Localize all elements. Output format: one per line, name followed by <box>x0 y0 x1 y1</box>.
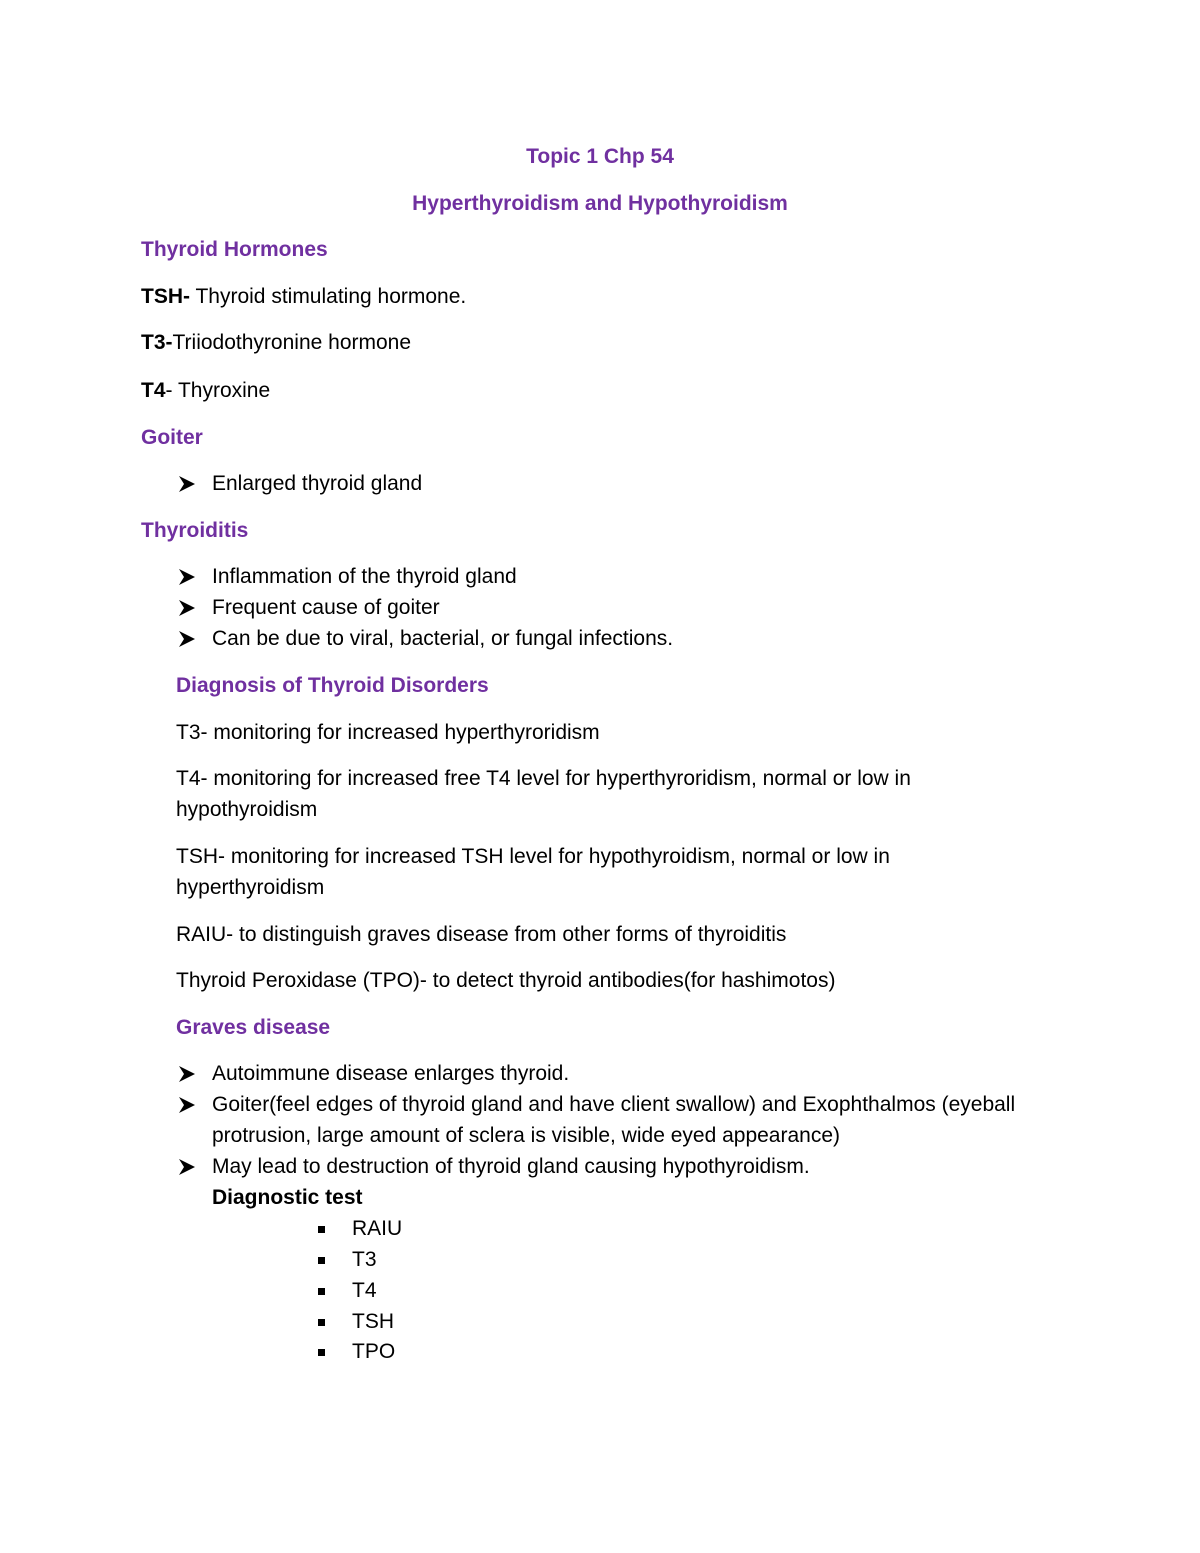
diagnosis-tsh-line1: TSH- monitoring for increased TSH level for hypothyroidism, normal or low in <box>176 845 890 868</box>
arrow-bullet-icon <box>177 567 197 587</box>
thyroiditis-item: Frequent cause of goiter <box>212 596 440 619</box>
diagnosis-tpo: Thyroid Peroxidase (TPO)- to detect thyroid antibodies(for hashimotos) <box>176 969 836 992</box>
diagnostic-test-item: TPO <box>352 1340 396 1363</box>
hormone-tsh-abbr: TSH- <box>141 285 190 308</box>
diagnosis-t3: T3- monitoring for increased hyperthyroridism <box>176 721 600 744</box>
graves-item-3: May lead to destruction of thyroid gland causing hypothyroidism. <box>212 1155 810 1178</box>
page-subtitle: Hyperthyroidism and Hypothyroidism <box>412 192 788 215</box>
graves-item-2-line2: protrusion, large amount of sclera is visible, wide eyed appearance) <box>212 1124 841 1147</box>
thyroiditis-item: Inflammation of the thyroid gland <box>212 565 517 588</box>
diagnostic-test-item: RAIU <box>352 1217 403 1240</box>
diagnosis-tsh-line2: hyperthyroidism <box>176 876 325 899</box>
diagnostic-test-item: T3 <box>352 1248 377 1271</box>
diagnosis-t4-line1: T4- monitoring for increased free T4 level for hyperthyroridism, normal or low in <box>176 767 911 790</box>
thyroid-hormones-heading: Thyroid Hormones <box>141 238 328 261</box>
diagnostic-test-item: TSH <box>352 1310 394 1333</box>
diagnostic-test-label: Diagnostic test <box>212 1186 363 1209</box>
arrow-bullet-icon <box>177 629 197 649</box>
thyroiditis-heading: Thyroiditis <box>141 519 249 542</box>
goiter-heading: Goiter <box>141 426 203 449</box>
arrow-bullet-icon <box>177 598 197 618</box>
arrow-bullet-icon <box>177 474 197 494</box>
square-bullet-icon <box>318 1257 325 1264</box>
hormone-t4-text: - Thyroxine <box>165 379 271 402</box>
goiter-item: Enlarged thyroid gland <box>212 472 423 495</box>
hormone-t4 <box>141 375 270 406</box>
diagnosis-t4-line2: hypothyroidism <box>176 798 318 821</box>
arrow-bullet-icon <box>177 1064 197 1084</box>
hormone-t4-abbr: T4 <box>141 379 166 402</box>
graves-item-1: Autoimmune disease enlarges thyroid. <box>212 1062 570 1085</box>
hormone-t3 <box>141 327 411 358</box>
diagnosis-raiu: RAIU- to distinguish graves disease from other forms of thyroiditis <box>176 923 787 946</box>
graves-heading: Graves disease <box>176 1016 331 1039</box>
hormone-tsh-text: Thyroid stimulating hormone. <box>190 285 467 308</box>
graves-item-2-line1: Goiter(feel edges of thyroid gland and have client swallow) and Exophthalmos (eyeball <box>212 1093 1016 1116</box>
square-bullet-icon <box>318 1288 325 1295</box>
thyroiditis-item: Can be due to viral, bacterial, or fungal infections. <box>212 627 674 650</box>
diagnosis-heading: Diagnosis of Thyroid Disorders <box>176 674 489 697</box>
arrow-bullet-icon <box>177 1157 197 1177</box>
arrow-bullet-icon <box>177 1095 197 1115</box>
hormone-tsh <box>141 281 466 312</box>
square-bullet-icon <box>318 1226 325 1233</box>
hormone-t3-text: Triiodothyronine hormone <box>172 331 412 354</box>
page-title: Topic 1 Chp 54 <box>526 145 674 168</box>
square-bullet-icon <box>318 1349 325 1356</box>
diagnostic-test-item: T4 <box>352 1279 377 1302</box>
hormone-t3-abbr: T3- <box>141 331 173 354</box>
square-bullet-icon <box>318 1319 325 1326</box>
